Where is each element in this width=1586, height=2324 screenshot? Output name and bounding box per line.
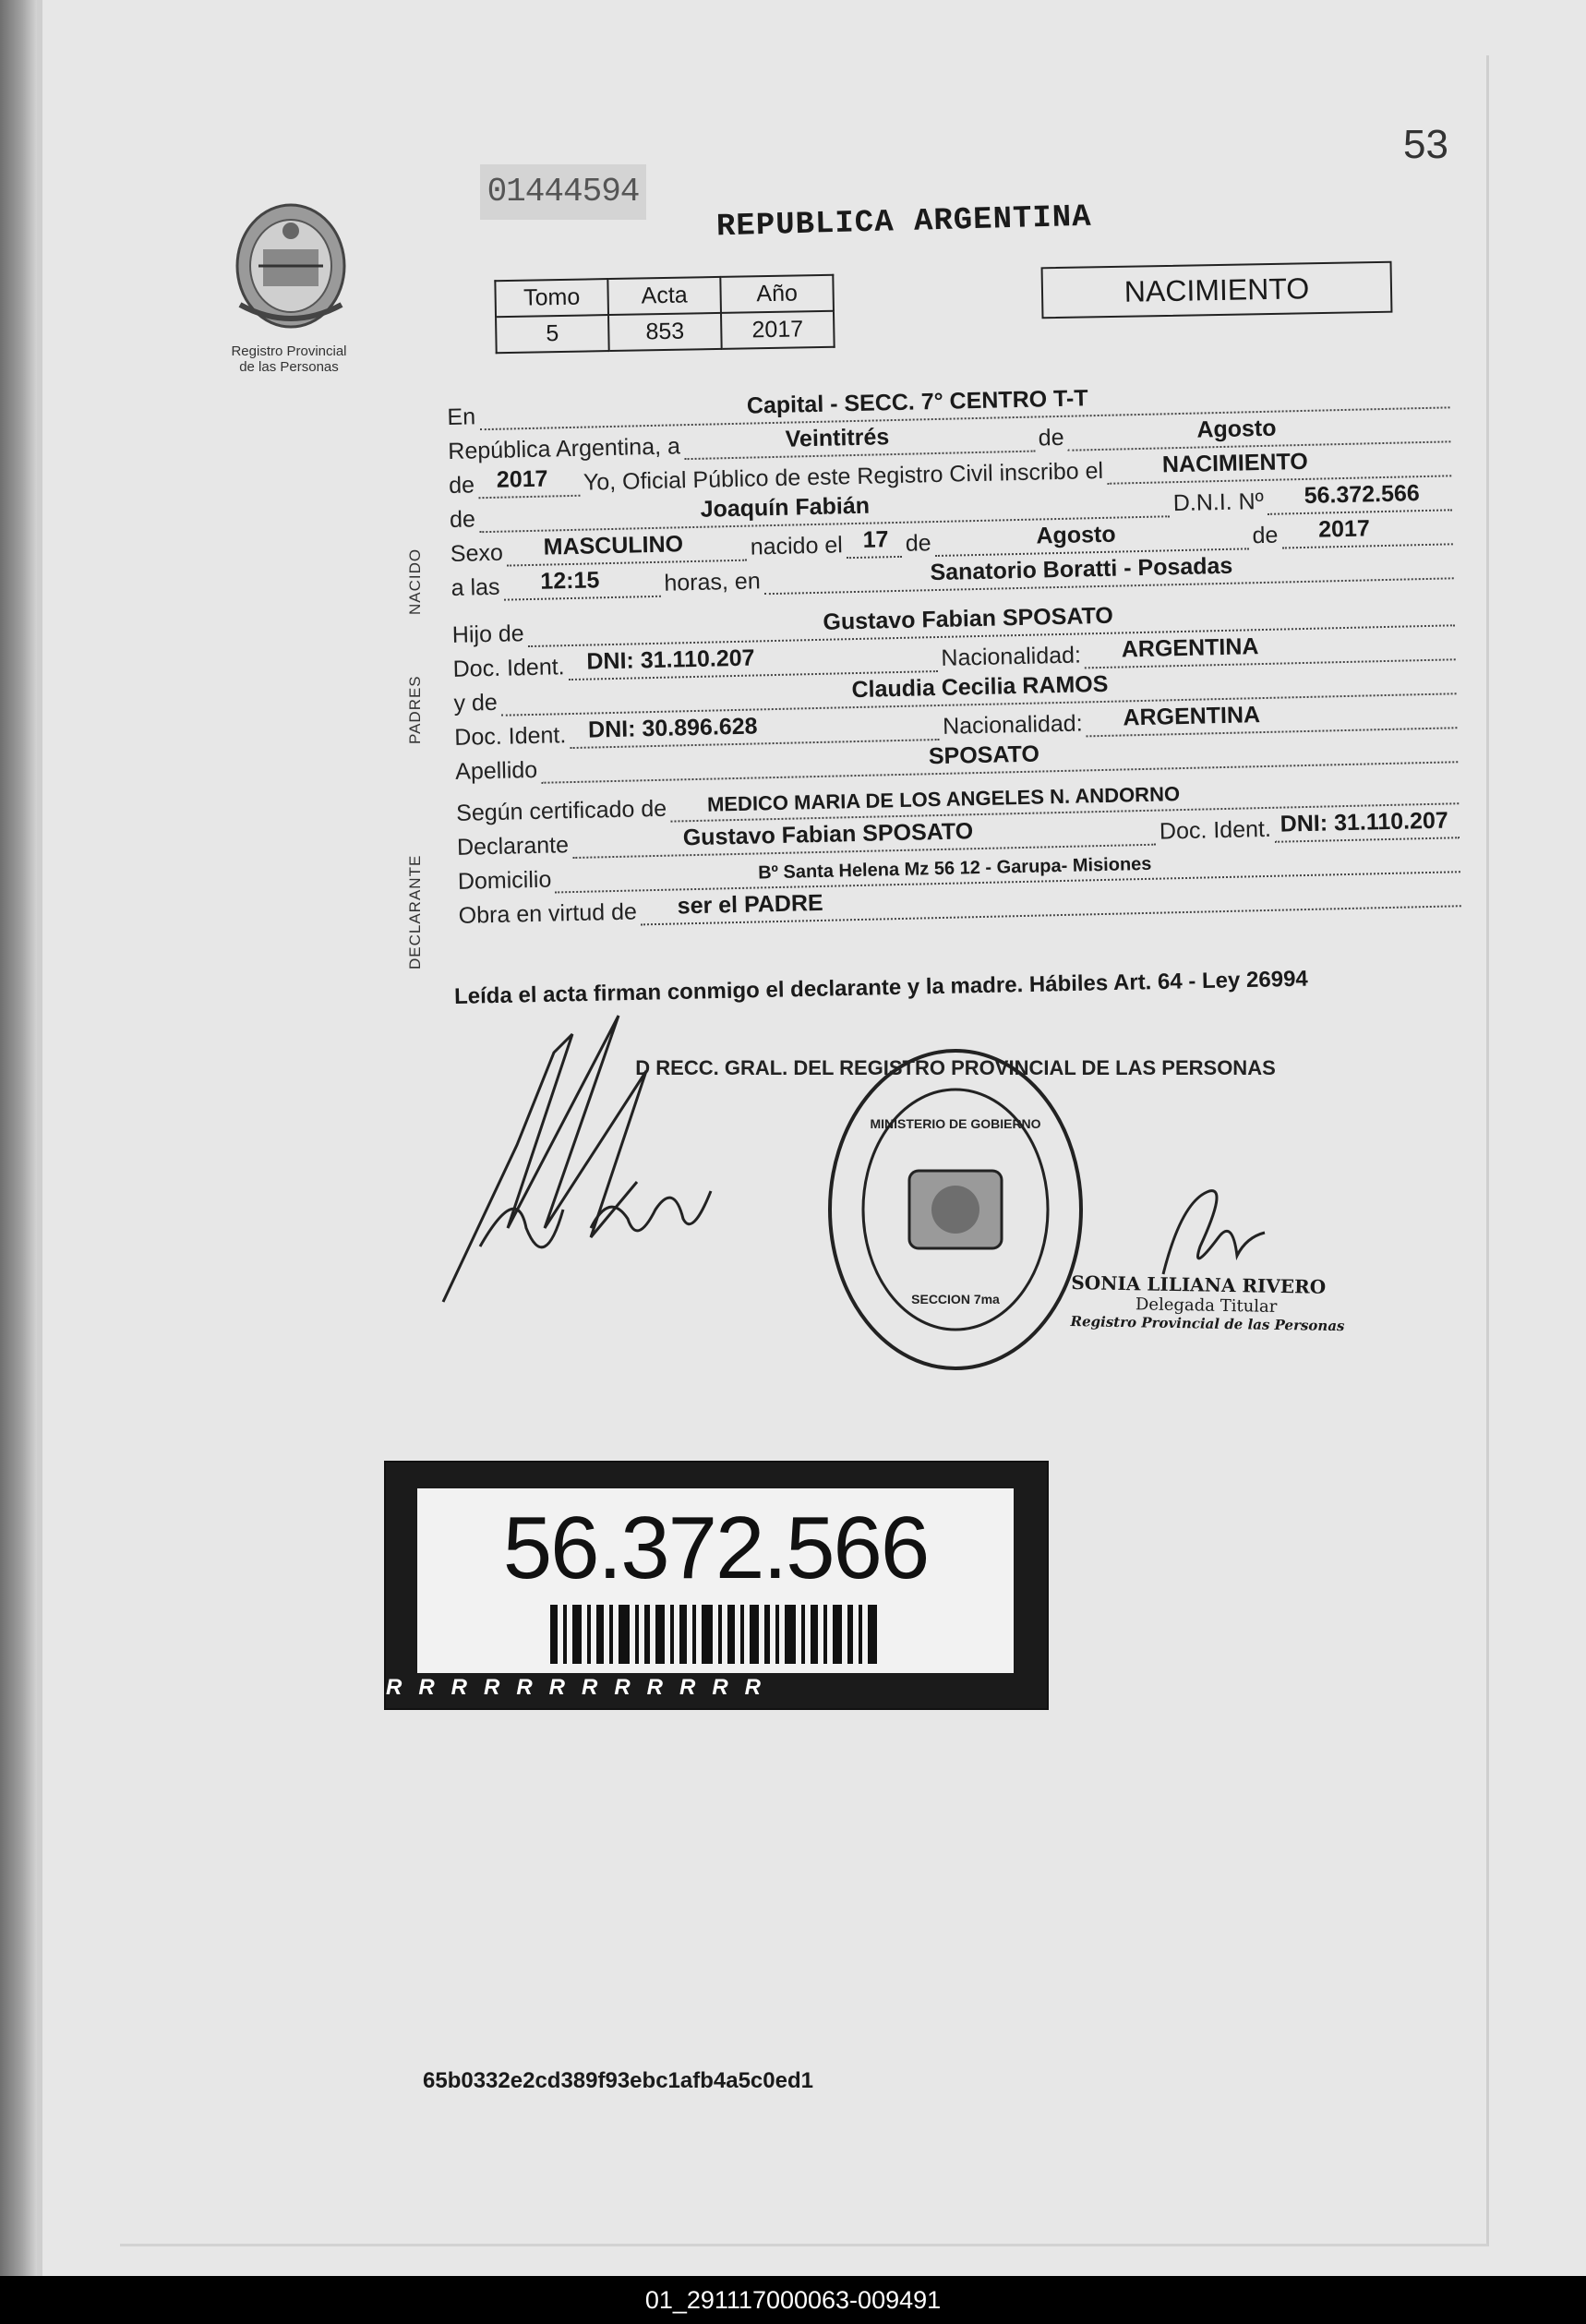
field-label: Según certificado de bbox=[455, 795, 667, 826]
scanner-edge bbox=[0, 0, 37, 2276]
table-cell-acta: 853 bbox=[608, 313, 722, 351]
officer-organization: Registro Provincial de las Personas bbox=[1070, 1313, 1345, 1335]
record-table bbox=[494, 274, 835, 354]
record-day: Veintitrés bbox=[785, 424, 890, 452]
field-label: Yo, Oficial Público de este Registro Civil inscribo el bbox=[583, 457, 1104, 496]
declarant-relation: ser el PADRE bbox=[677, 889, 823, 920]
table-cell-ano: 2017 bbox=[721, 311, 835, 349]
mother-nationality: ARGENTINA bbox=[1123, 702, 1261, 731]
field-line bbox=[478, 465, 581, 499]
officer-stamp bbox=[1070, 1271, 1385, 1335]
field-line bbox=[1275, 807, 1460, 843]
birth-record-form bbox=[447, 374, 1465, 930]
field-label: Hijo de bbox=[451, 620, 524, 648]
birth-day: 17 bbox=[862, 526, 889, 553]
crest-caption-line: Registro Provincial bbox=[231, 343, 347, 359]
section-label-padres: PADRES bbox=[406, 675, 424, 744]
field-label: Nacionalidad: bbox=[942, 710, 1083, 740]
officer-role: Delegada Titular bbox=[1135, 1294, 1278, 1317]
table-header-ano: Año bbox=[720, 275, 834, 313]
child-dni: 56.372.566 bbox=[1304, 480, 1421, 509]
table-cell-tomo: 5 bbox=[496, 315, 609, 353]
field-label: Sexo bbox=[450, 539, 504, 567]
scan-id-bar: 01_291117000063-009491 bbox=[0, 2276, 1586, 2324]
seal-outer-text: D RECC. GRAL. DEL REGISTRO PROVINCIAL DE LAS PERSONAS bbox=[635, 1056, 1276, 1079]
field-label: Domicilio bbox=[457, 866, 552, 895]
officer-name: SONIA LILIANA RIVERO bbox=[1071, 1271, 1327, 1298]
document-type-box: NACIMIENTO bbox=[1041, 261, 1393, 319]
barcode-icon bbox=[550, 1605, 883, 1664]
sticker-pattern: RRRRRRRRRRRR bbox=[386, 1675, 777, 1700]
certificate-source: MEDICO MARIA DE LOS ANGELES N. ANDORNO bbox=[706, 782, 1181, 816]
declarant-signature-icon bbox=[406, 997, 757, 1311]
father-nationality: ARGENTINA bbox=[1121, 633, 1259, 663]
field-label: horas, en bbox=[664, 568, 761, 596]
field-line bbox=[847, 526, 903, 559]
dni-sticker bbox=[384, 1461, 1049, 1710]
declarant-address: Bº Santa Helena Mz 56 12 - Garupa- Misiones bbox=[757, 853, 1152, 884]
field-label: de bbox=[905, 530, 931, 557]
mother-name: Claudia Cecilia RAMOS bbox=[851, 670, 1109, 704]
field-line bbox=[1281, 515, 1453, 548]
father-name: Gustavo Fabian SPOSATO bbox=[823, 602, 1114, 635]
table-header-tomo: Tomo bbox=[495, 279, 608, 317]
folio-number: 53 bbox=[1403, 122, 1448, 167]
serial-number: 01444594 bbox=[480, 164, 646, 220]
act-type: NACIMIENTO bbox=[1161, 448, 1309, 478]
closing-statement: Leída el acta firman conmigo el declarante y la madre. Hábiles Art. 64 - Ley 26994 bbox=[453, 966, 1309, 1009]
field-label: En bbox=[447, 403, 476, 430]
mother-doc: DNI: 30.896.628 bbox=[587, 713, 758, 743]
document-hash: 65b0332e2cd389f93ebc1afb4a5c0ed1 bbox=[423, 2068, 813, 2093]
field-label: Nacionalidad: bbox=[941, 642, 1082, 671]
birth-place: Sanatorio Boratti - Posadas bbox=[930, 552, 1233, 586]
seal-inner-bottom: SECCION 7ma bbox=[911, 1292, 1000, 1306]
field-label: de bbox=[1252, 522, 1279, 549]
field-label: de bbox=[449, 506, 476, 533]
declarant-name: Gustavo Fabian SPOSATO bbox=[682, 818, 974, 851]
declarant-doc: DNI: 31.110.207 bbox=[1280, 807, 1449, 837]
field-label: de bbox=[448, 472, 475, 499]
field-label: Obra en virtud de bbox=[458, 898, 638, 929]
seal-inner-top: MINISTERIO DE GOBIERNO bbox=[870, 1116, 1041, 1131]
field-label: D.N.I. Nº bbox=[1172, 488, 1265, 517]
record-year: 2017 bbox=[496, 465, 548, 493]
country-title: REPUBLICA ARGENTINA bbox=[715, 199, 1093, 246]
field-label: República Argentina, a bbox=[448, 433, 681, 464]
field-label: Doc. Ident. bbox=[454, 722, 567, 751]
section-label-declarante: DECLARANTE bbox=[406, 854, 424, 969]
field-label: Doc. Ident. bbox=[1159, 815, 1272, 845]
record-month: Agosto bbox=[1196, 415, 1277, 443]
field-line bbox=[1267, 480, 1452, 515]
field-line bbox=[763, 553, 1453, 595]
provincial-crest-icon bbox=[222, 194, 360, 332]
dni-sticker-panel bbox=[417, 1488, 1014, 1673]
field-label: Declarante bbox=[456, 832, 570, 861]
field-label: a las bbox=[451, 573, 500, 601]
section-label-nacido: NACIDO bbox=[406, 548, 424, 615]
sticker-dni-number: 56.372.566 bbox=[502, 1499, 929, 1597]
birth-time: 12:15 bbox=[540, 567, 600, 595]
birth-year: 2017 bbox=[1317, 515, 1371, 543]
birth-month: Agosto bbox=[1036, 521, 1116, 549]
father-doc: DNI: 31.110.207 bbox=[586, 644, 755, 675]
crest-caption bbox=[210, 343, 367, 375]
field-label: Doc. Ident. bbox=[452, 654, 565, 682]
table-header-acta: Acta bbox=[607, 277, 721, 315]
field-label: Apellido bbox=[454, 756, 538, 785]
place-of-record: Capital - SECC. 7° CENTRO T-T bbox=[746, 385, 1088, 419]
field-label: nacido el bbox=[750, 532, 844, 560]
field-line bbox=[503, 567, 661, 601]
surname: SPOSATO bbox=[928, 741, 1040, 770]
field-label: y de bbox=[453, 689, 499, 716]
child-sex: MASCULINO bbox=[543, 531, 684, 560]
child-name: Joaquín Fabián bbox=[700, 492, 871, 523]
field-label: de bbox=[1038, 424, 1064, 452]
crest-caption-line: de las Personas bbox=[239, 359, 339, 375]
